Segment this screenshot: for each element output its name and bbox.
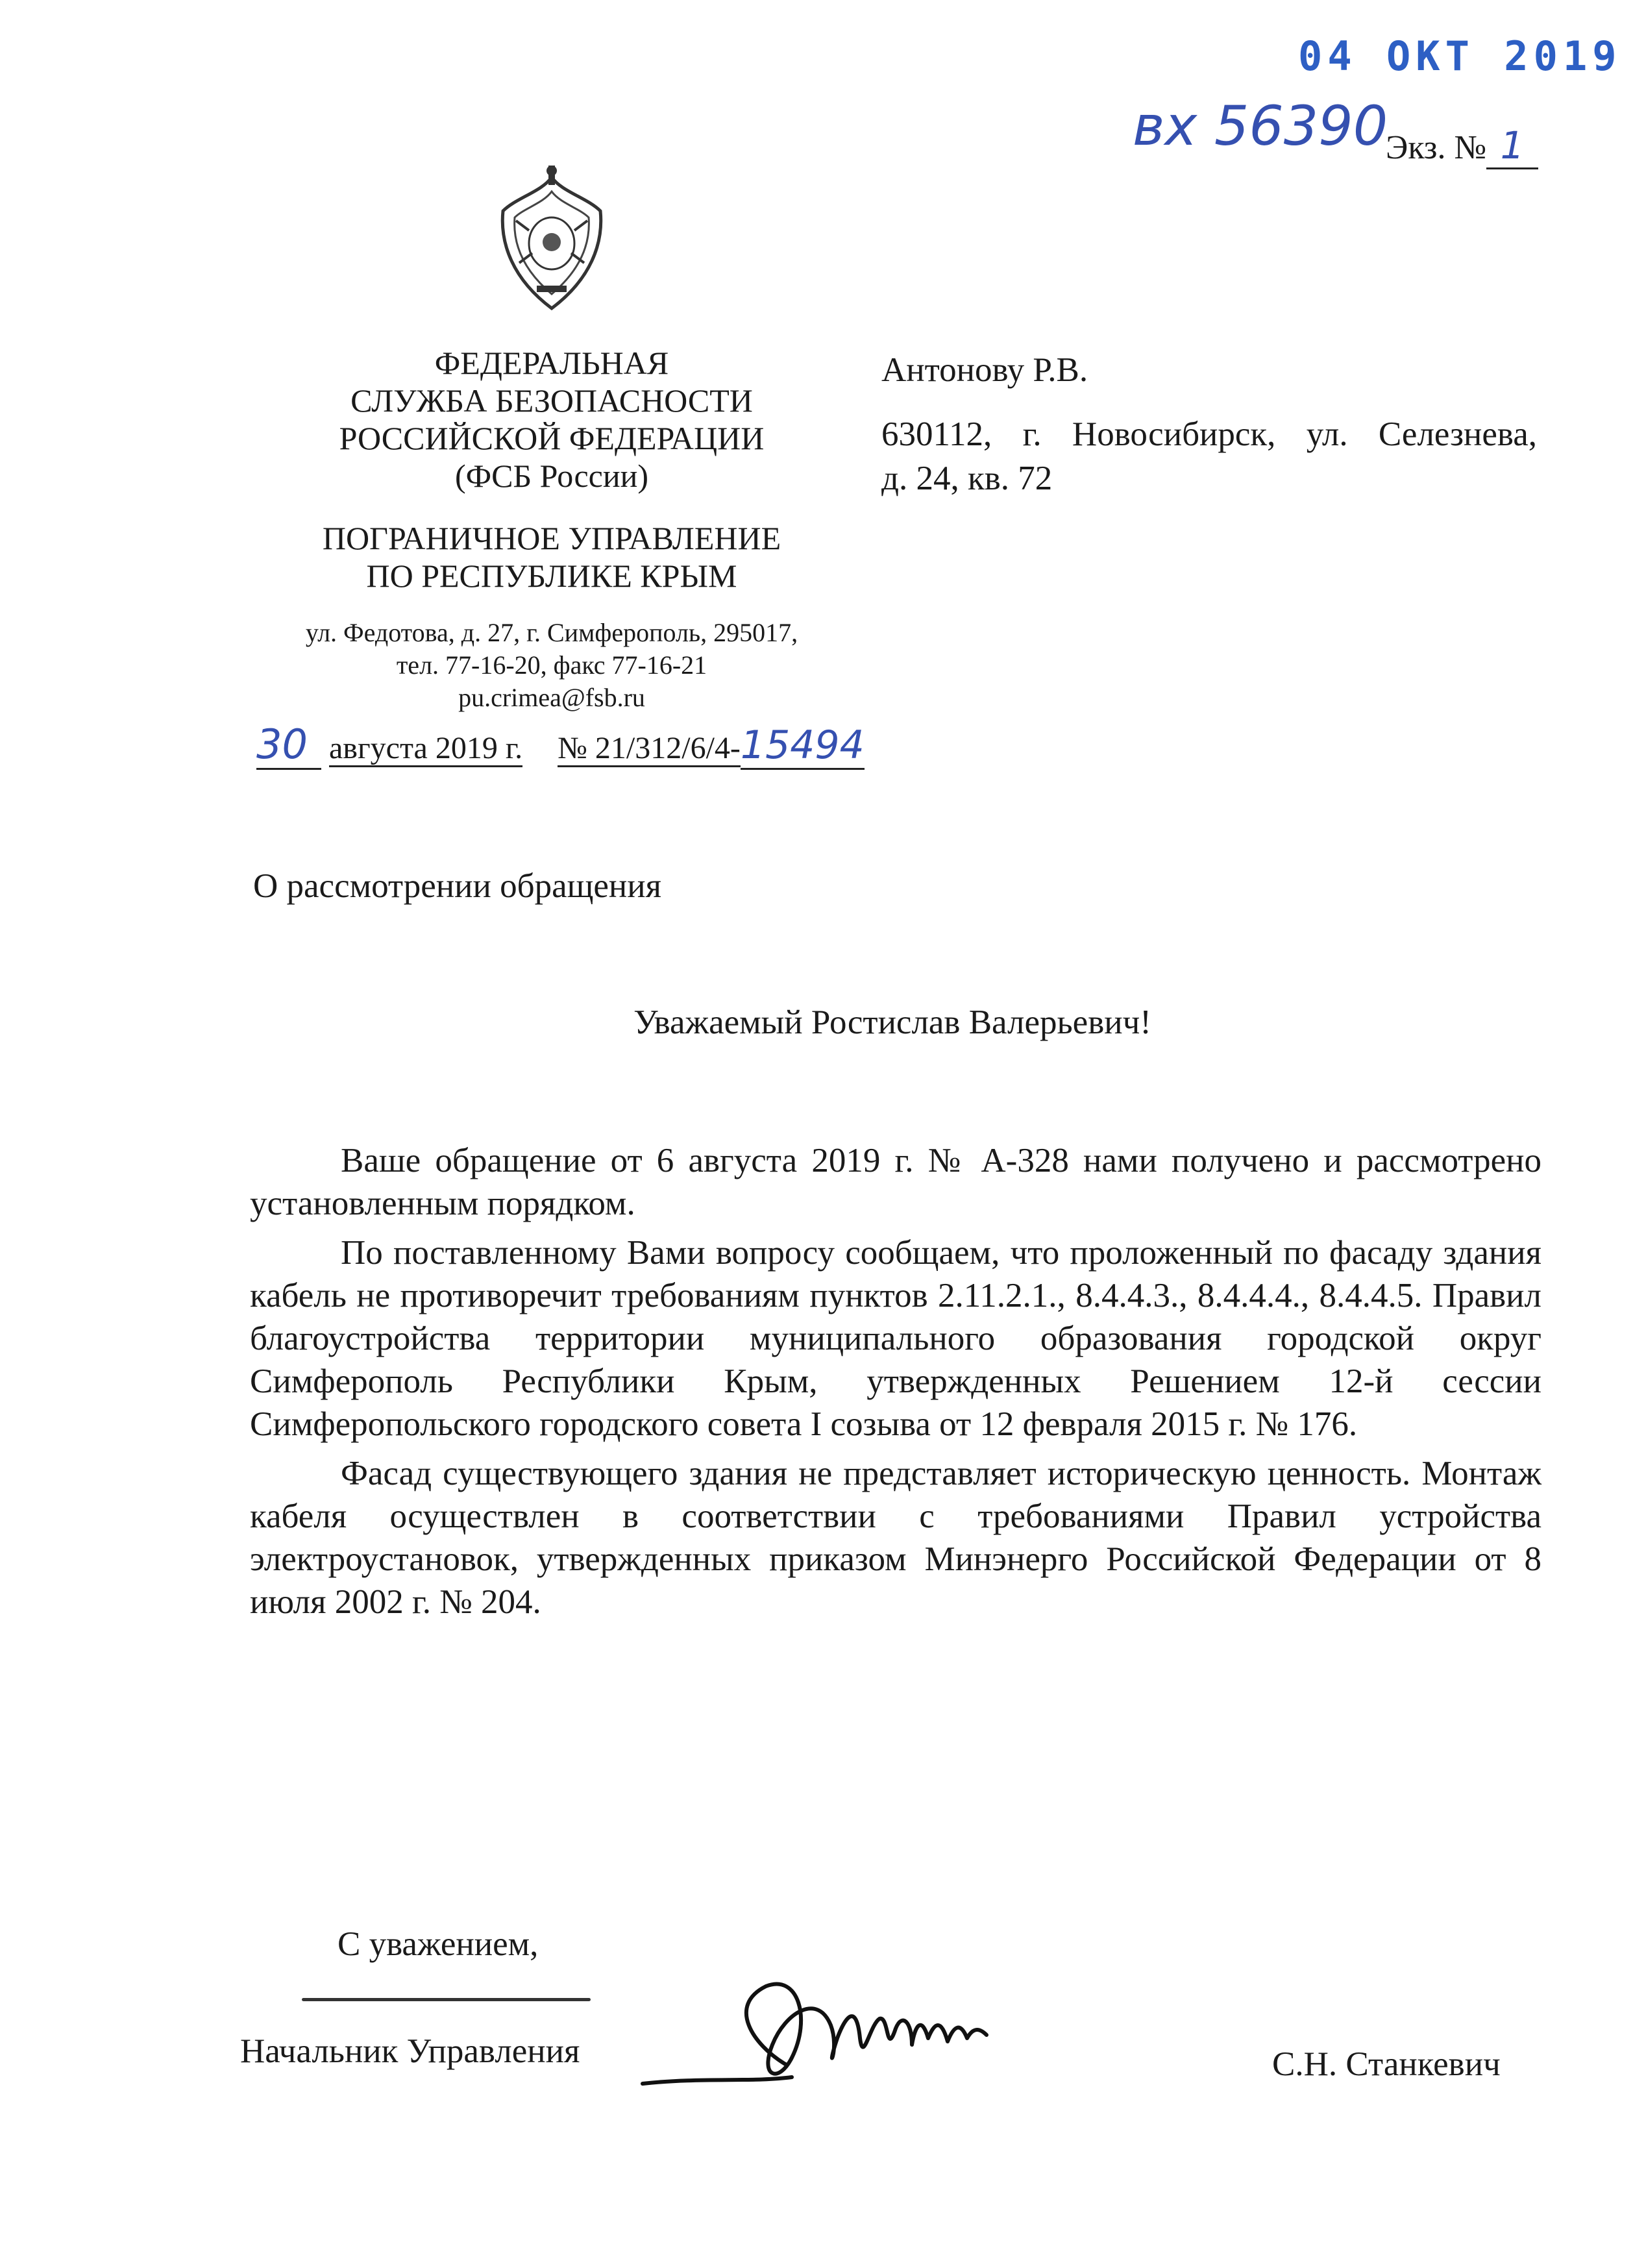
closing-regards: С уважением, — [338, 1925, 539, 1963]
copy-number-value: 1 — [1486, 123, 1538, 169]
fsb-emblem-icon — [497, 166, 607, 315]
recipient-address: 630112, г. Новосибирск, ул. Селезнева, д. 24, кв. 72 — [881, 415, 1537, 497]
subject-line: О рассмотрении обращения — [253, 867, 662, 905]
sender-org-name: ФЕДЕРАЛЬНАЯ СЛУЖБА БЕЗОПАСНОСТИ РОССИЙСКОЙ ФЕДЕРАЦИИ (ФСБ России) — [339, 345, 765, 494]
reg-day: 30 — [256, 721, 308, 768]
sender-department: ПОГРАНИЧНОЕ УПРАВЛЕНИЕ ПО РЕСПУБЛИКЕ КРЫМ — [322, 520, 781, 594]
signatory-name: С.Н. Станкевич — [1272, 2045, 1501, 2083]
reg-number-prefix: № 21/312/6/4- — [558, 731, 741, 767]
paragraph-3: Фасад существующего здания не представляет историческую ценность. Монтаж кабеля осуществлен в соответствии с требованиями Правил устройства электроустановок, утвержденных приказом Минэнерго Российской Федерации от 8 июля 2002 г. № 204. — [250, 1455, 1541, 1621]
paragraph-2: По поставленному Вами вопросу сообщаем, что проложенный по фасаду здания кабель не противоречит требованиям пунктов 2.11.2.1., 8.4.4.3., 8.4.4.4., 8.4.4.5. Правил благоустройства территории муниципального образования городской округ Симферополь Республики Крым, утвержденных Решением 12-й сессии Симферопольского городского совета I созыва от 12 февраля 2015 г. № 176. — [250, 1234, 1541, 1443]
reg-month-year: августа 2019 г. — [329, 731, 522, 767]
handwritten-underline — [302, 1998, 591, 2001]
recipient-name: Антонову Р.В. — [881, 351, 1088, 389]
incoming-number-handwritten: вх 56390 — [1133, 94, 1388, 158]
signatory-position: Начальник Управления — [240, 2032, 580, 2070]
letter-body — [250, 1139, 1541, 1630]
signature-image — [623, 1967, 1051, 2103]
paragraph-1: Ваше обращение от 6 августа 2019 г. № А-328 нами получено и рассмотрено установленным порядком. — [250, 1142, 1541, 1222]
registration-line — [256, 721, 865, 770]
received-date-stamp: 04 ОКТ 2019 — [1298, 32, 1622, 80]
sender-address: ул. Федотова, д. 27, г. Симферополь, 295017, тел. 77-16-20, факс 77-16-21 pu.crimea@fsb.ru — [305, 618, 798, 712]
reg-number-hand: 15494 — [741, 722, 865, 770]
salutation: Уважаемый Ростислав Валерьевич! — [633, 1004, 1151, 1041]
copy-number-label: Экз. № 1 — [1386, 123, 1538, 169]
